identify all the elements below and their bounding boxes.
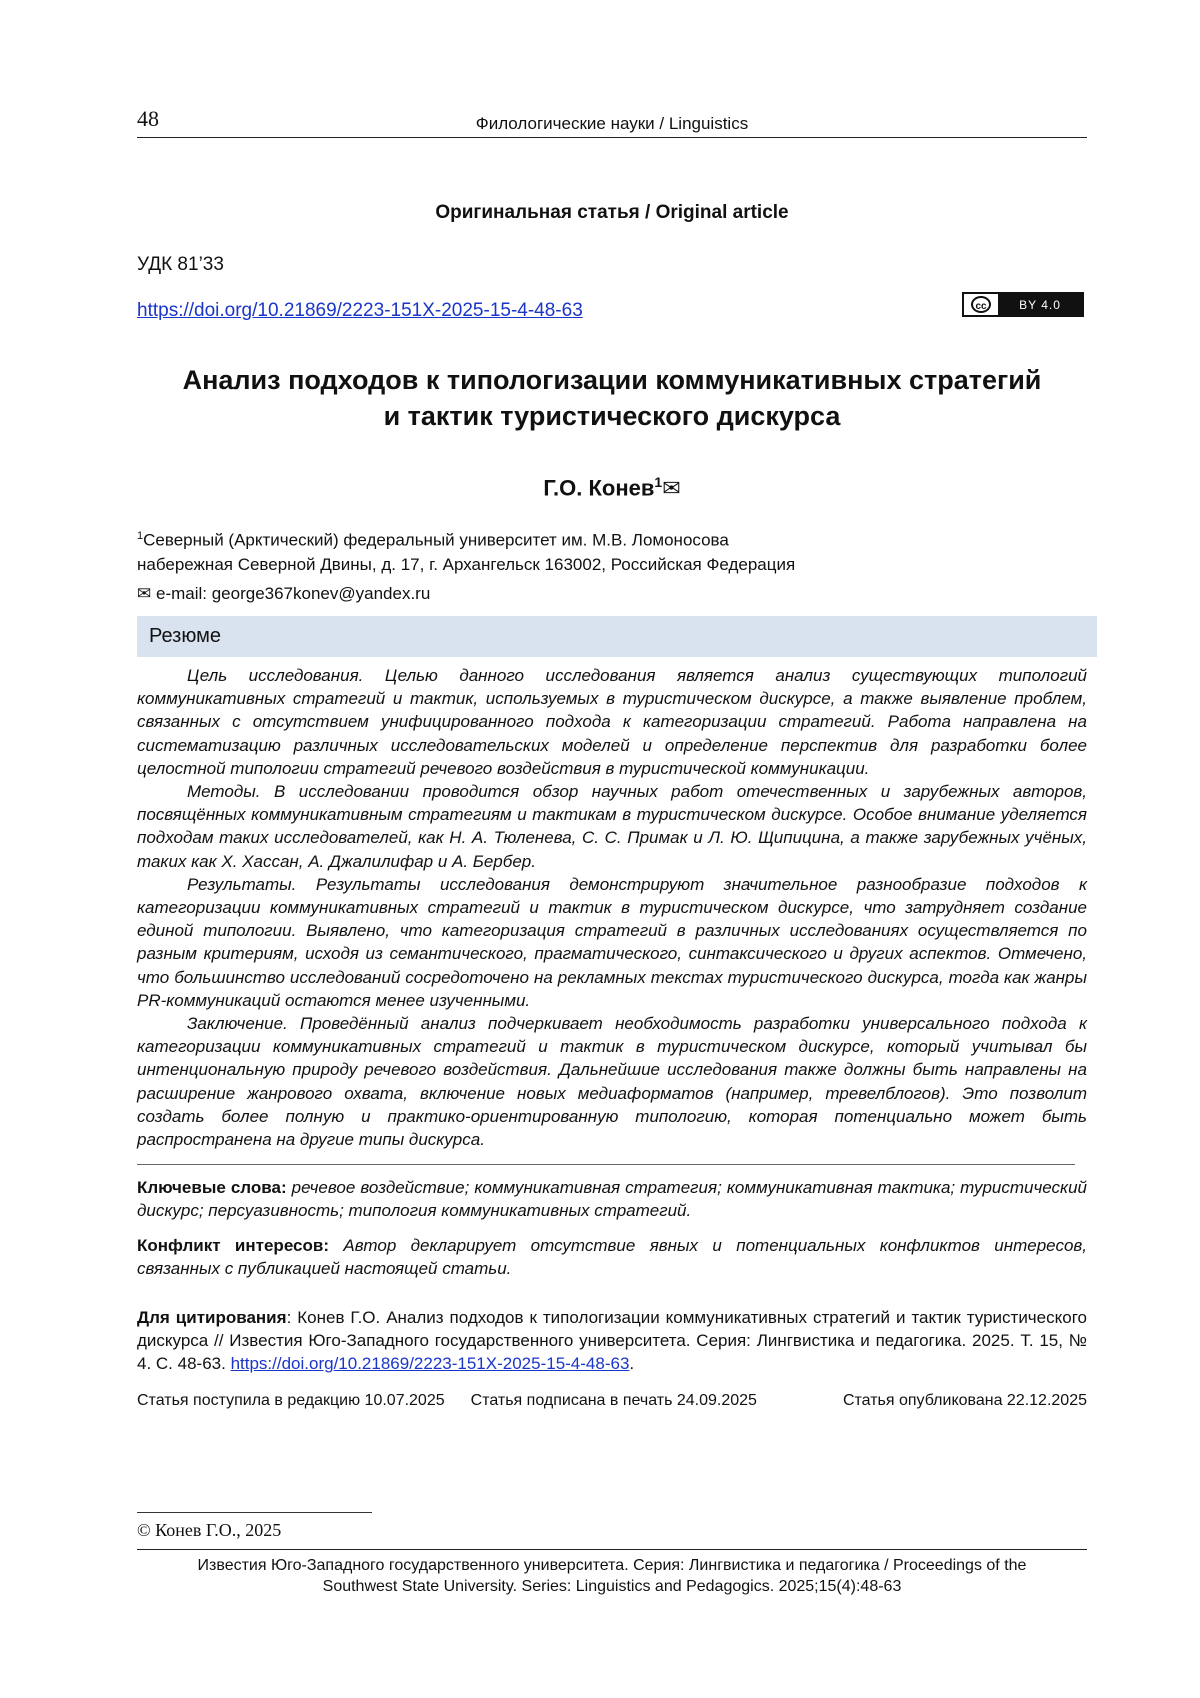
citation-label: Для цитирования — [137, 1308, 287, 1327]
journal-footer — [137, 1555, 1087, 1597]
title-line-2: и тактик туристического дискурса — [383, 401, 841, 431]
date-received: Статья поступила в редакцию 10.07.2025 — [137, 1392, 445, 1409]
title-line-1: Анализ подходов к типологизации коммуникативных стратегий — [182, 365, 1042, 395]
abstract — [137, 664, 1087, 1151]
citation-doi-link[interactable]: https://doi.org/10.21869/2223-151X-2025-15-4-48-63 — [230, 1354, 630, 1374]
date-published: Статья опубликована 22.12.2025 — [842, 1392, 1087, 1409]
email-address[interactable]: e-mail: george367konev@yandex.ru — [155, 584, 431, 603]
affiliation-line-1: Северный (Арктический) федеральный университет им. М.В. Ломоносова — [143, 530, 729, 550]
footer-divider — [137, 1549, 1087, 1550]
license-label: BY 4.0 — [998, 294, 1082, 315]
date-accepted: Статья подписана в печать 24.09.2025 — [470, 1392, 757, 1409]
affiliation — [137, 524, 795, 577]
resume-heading: Резюме — [137, 616, 1097, 657]
header-divider — [137, 137, 1087, 138]
page-number: 48 — [137, 106, 159, 131]
article-type: Оригинальная статья / Original article — [435, 202, 789, 223]
udc-code: УДК 81’33 — [137, 254, 224, 275]
footer-line-1: Известия Юго-Западного государственного университета. Серия: Лингвистика и педагогика / Proceedings of the — [197, 1557, 1027, 1574]
doi-link[interactable]: https://doi.org/10.21869/2223-151X-2025-15-4-48-63 — [137, 300, 583, 321]
footer-line-2: Southwest State University. Series: Linguistics and Pedagogics. 2025;15(4):48-63 — [322, 1578, 902, 1595]
conflict-label: Конфликт интересов: — [137, 1236, 330, 1255]
cc-license-badge[interactable] — [962, 292, 1084, 317]
author — [137, 474, 1087, 501]
copyright: © Конев Г.О., 2025 — [137, 1520, 282, 1540]
abstract-results: Результаты. Результаты исследования демонстрируют значительное разнообразие подходов к категоризации коммуникативных стратегий и тактик в туристическом дискурсе, что затрудняет создание единой типологии. Выявлено, что категоризация стратегий в различных исследованиях осуществляется по разным критериям, исходя из семантического, прагматического, синтаксического и других аспектов. Отмечено, что большинство исследований сосредоточено на рекламных текстах туристического дискурса, тогда как жанры PR-коммуникаций остаются менее изученными. — [137, 874, 1087, 1010]
author-name: Г.О. Конев — [543, 475, 655, 501]
cc-icon: cc — [964, 294, 998, 315]
article-title — [137, 362, 1087, 434]
citation-text: : Конев Г.О. Анализ подходов к типологизации коммуникативных стратегий и тактик туристического дискурса // Известия Юго-Западного государственного университета. Серия: Лингвистика и педагогика. 2025. Т. 15, № 4. С. 48-63. — [137, 1308, 1087, 1374]
conflict-of-interest — [137, 1234, 1087, 1280]
citation: Для цитирования: Конев Г.О. Анализ подходов к типологизации коммуникативных стратегий и тактик туристического дискурса // Известия Юго-Западного государственного университета. Серия: Лингвистика и педагогика. 2025. Т. 15, № 4. С. 48-63. https://doi.org/10.21869/2223-151X-2025-15-4-48-63. — [137, 1308, 1087, 1374]
abstract-methods: Методы. В исследовании проводится обзор научных работ отечественных и зарубежных авторов, посвящённых коммуникативным стратегиям и тактикам в туристическом дискурсе. Особое внимание уделяется подходам таких исследователей, как Н. А. Тюленева, С. С. Примак и Л. Ю. Щипицина, а также зарубежных учёных, таких как Х. Хассан, А. Джалилифар и А. Бербер. — [137, 782, 1087, 871]
envelope-icon[interactable]: ✉ — [662, 475, 681, 501]
publication-dates — [137, 1392, 1087, 1410]
affiliation-line-2: набережная Северной Двины, д. 17, г. Архангельск 163002, Российская Федерация — [137, 554, 796, 574]
keywords — [137, 1176, 1087, 1222]
abstract-conclusion: Заключение. Проведённый анализ подчеркивает необходимость разработки универсального подхода к категоризации коммуникативных стратегий и тактик в туристическом дискурсе, который учитывал бы интенциональную природу речевого воздействия. Дальнейшие исследования также должны быть направлены на расширение жанрового охвата, включение новых медиаформатов (например, тревелблогов). Это позволит создать более полную и практико-ориентированную типологию, которая потенциально может быть распространена на другие типы дискурса. — [137, 1014, 1087, 1150]
affiliation-mark: 1 — [137, 530, 144, 542]
email-line — [137, 584, 430, 604]
running-head: Филологические науки / Linguistics — [475, 114, 749, 133]
abstract-divider — [137, 1164, 1075, 1165]
mail-icon: ✉ — [137, 584, 152, 603]
author-affiliation-mark: 1 — [654, 474, 663, 490]
keywords-label: Ключевые слова: — [137, 1178, 287, 1197]
conflict-text: Автор декларирует отсутствие явных и потенциальных конфликтов интересов, связанных с публикацией настоящей статьи. — [137, 1236, 1087, 1279]
footnote-divider — [137, 1512, 372, 1513]
abstract-purpose: Цель исследования. Целью данного исследования является анализ существующих типологий коммуникативных стратегий и тактик, используемых в туристическом дискурсе, а также выявление проблем, связанных с отсутствием унифицированного подхода к категоризации стратегий. Работа направлена на систематизацию различных исследовательских моделей и определение перспектив для разработки более целостной типологии стратегий речевого воздействия в туристической коммуникации. — [137, 666, 1087, 778]
keywords-text: речевое воздействие; коммуникативная стратегия; коммуникативная тактика; туристический дискурс; персуазивность; типология коммуникативных стратегий. — [137, 1178, 1087, 1221]
